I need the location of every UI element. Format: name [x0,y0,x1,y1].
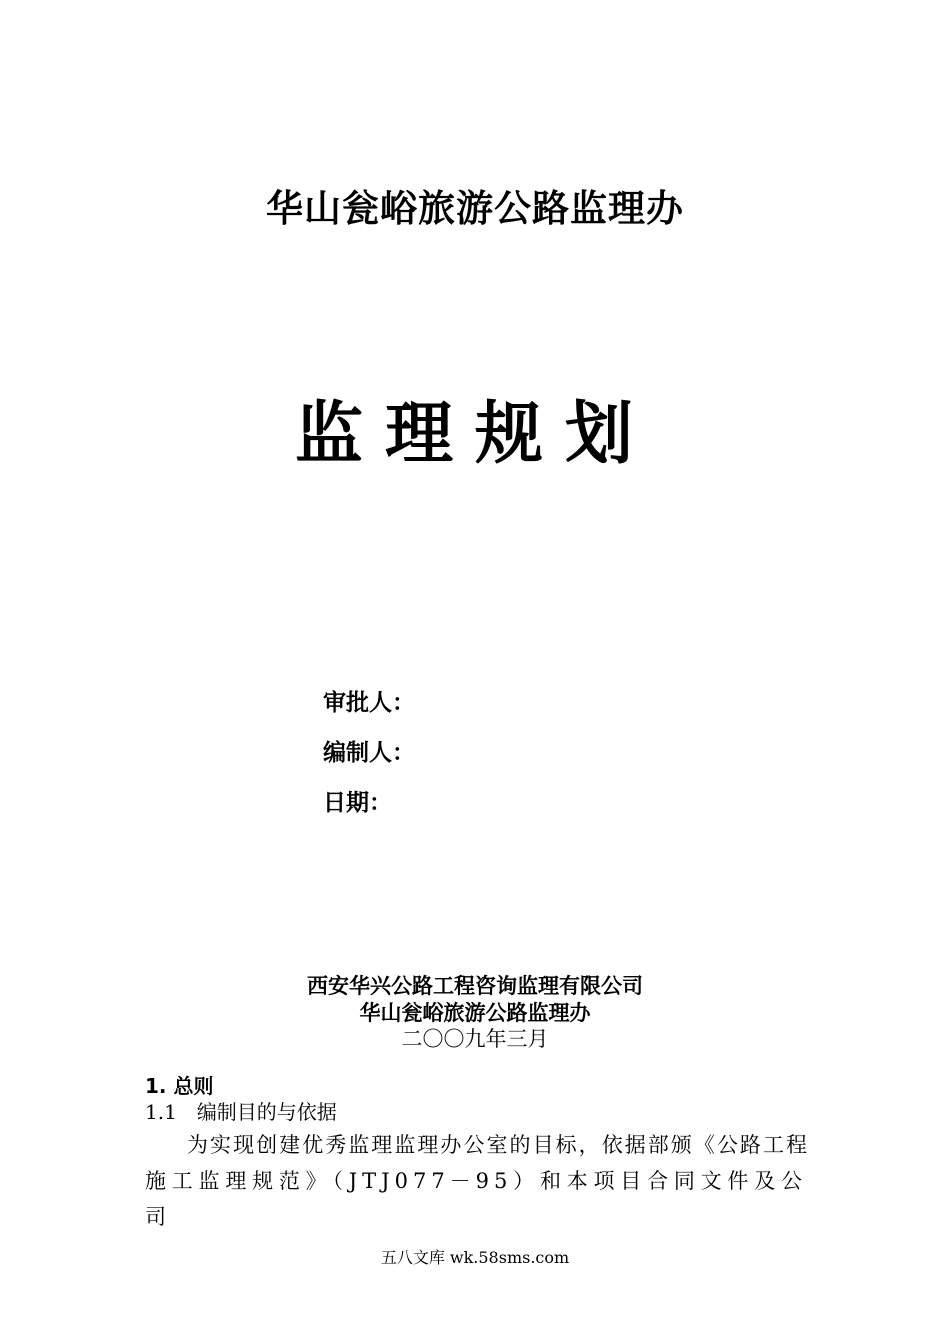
cover-date: 二〇〇九年三月 [401,1027,549,1051]
editor-label: 编制人： [323,740,415,766]
company-name: 西安华兴公路工程咨询监理有限公司 [307,974,643,998]
watermark-footer: 五八文库 wk.58sms.com [380,1248,570,1267]
subsection-title: 编制目的与依据 [196,1100,337,1124]
subsection-number: 1.1 [145,1100,177,1124]
org-title: 华山瓮峪旅游公路监理办 [266,187,684,230]
document-title: 监理规划 [294,395,655,474]
body-paragraph [145,1127,807,1235]
approver-label: 审批人： [323,690,415,716]
subsection-heading [145,1096,337,1125]
date-label: 日期： [323,790,392,816]
paragraph-line-1: 为实现创建优秀监理监理办公室的目标，依据部颁《公路工程 [187,1133,807,1157]
office-name: 华山瓮峪旅游公路监理办 [359,1001,591,1025]
paragraph-line-2: 施工监理规范》（JTJ077－95）和本项目合同文件及公司 [145,1169,807,1229]
section-heading: 1. 总则 [145,1074,214,1098]
